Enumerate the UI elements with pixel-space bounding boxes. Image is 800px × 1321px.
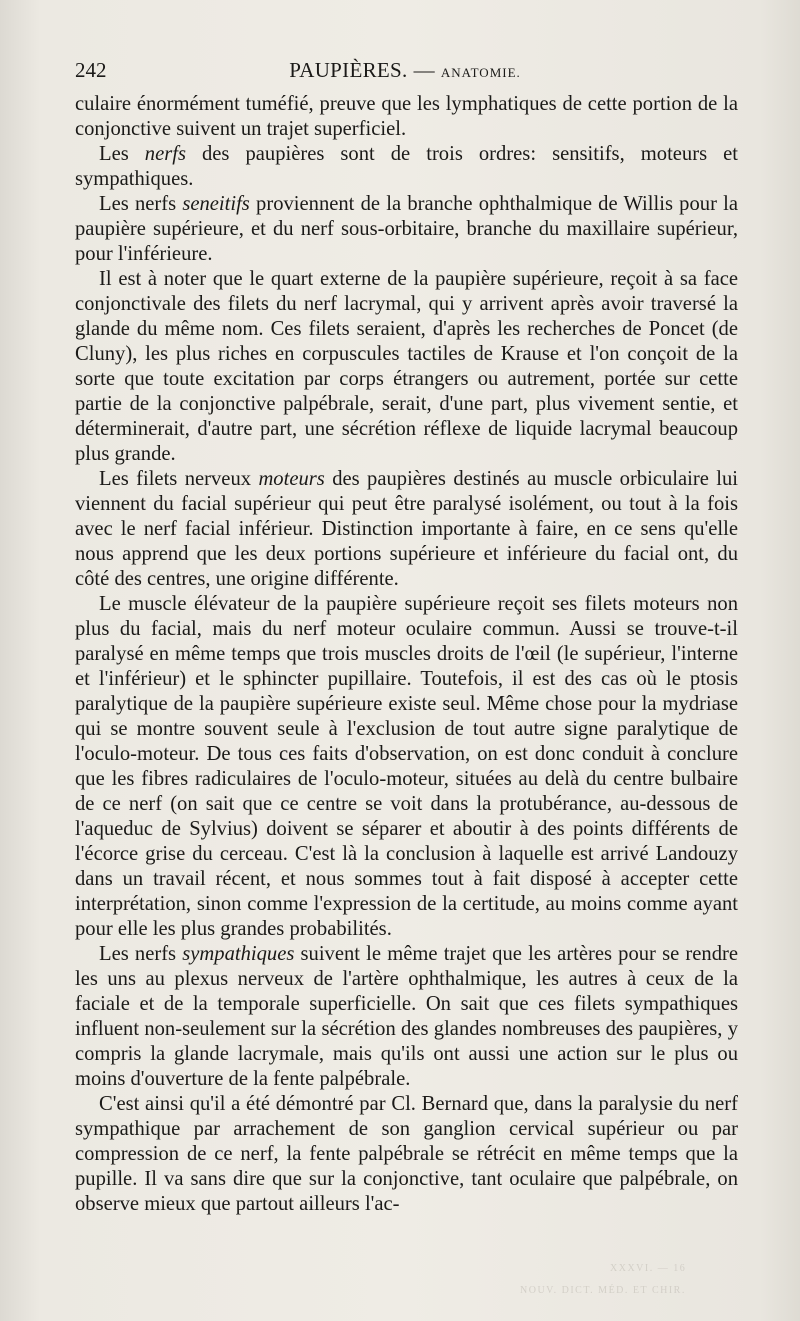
page-header [75,58,735,88]
text-run: Les nerfs [99,943,183,965]
text-run: Le muscle élévateur de la paupière supérieure reçoit ses filets moteurs non plus du facial, mais du nerf moteur oculaire commun. Aussi se trouve-t-il paralysé en même temps que trois muscles droits de l'œil (le supérieur, l'interne et l'inférieur) et le sphincter pupillaire. Toutefois, il est des cas où le ptosis paralytique de la paupière supérieure existe seul. Même chose pour la mydriase qui se montre souvent seule à l'exclusion de tout autre signe paralytique de l'oculo-moteur. De tous ces faits d'observation, on est donc conduit à conclure que les fibres radiculaires de l'oculo-moteur, situées au delà du centre bulbaire de ce nerf (on sait que ce centre se voit dans la protubérance, au-dessous de l'aqueduc de Sylvius) doivent se séparer et aboutir à des points différents de l'écorce grise du cerceau. C'est là la conclusion à laquelle est arrivé Landouzy dans un travail récent, et nous sommes tout à fait disposé à accepter cette interprétation, sinon comme l'expression de la certitude, au moins comme ayant pour elle les plus grandes probabilités. [75,593,738,940]
paragraph [75,467,738,592]
italic-term: nerfs [144,143,186,165]
bleed-through-footer [520,1263,740,1303]
text-run: suivent le même trajet que les artères pour se rendre les uns au plexus nerveux de l'artère ophthalmique, les autres à ceux de la faciale et de la temporale superficielle. On sait que ces filets sympathiques influent non-seulement sur la sécrétion des glandes nombreuses des paupières, y compris la glande lacrymale, mais qu'ils ont aussi une action sur le plus ou moins d'ouverture de la fente palpébrale. [75,943,739,1090]
running-title [75,58,735,83]
italic-term: seneitifs [182,193,250,215]
page-body-text [75,92,738,1217]
printer-imprint: NOUV. DICT. MÉD. ET CHIR. [520,1285,686,1296]
paragraph [75,942,738,1092]
text-run: Les filets nerveux [99,468,259,490]
text-run: des paupières destinés au muscle orbiculaire lui viennent du facial supérieur qui peut être paralysé isolément, ou tout à la fois avec le nerf facial inférieur. Distinction importante à faire, en ce sens qu'elle nous apprend que les deux portions supérieure et inférieure du facial ont, du côté des centres, une origine différente. [75,468,738,590]
running-title-main: PAUPIÈRES. [289,58,408,82]
running-title-section: ANATOMIE. [440,65,521,80]
paragraph [75,592,738,942]
text-run: proviennent de la branche ophthalmique de Willis pour la paupière supérieure, et du nerf sous-orbitaire, branche du maxillaire supérieur, pour l'inférieure. [75,193,738,265]
paragraph [75,142,738,192]
text-run: Il est à noter que le quart externe de la paupière supérieure, reçoit à sa face conjonctivale des filets du nerf lacrymal, qui y arrivent après avoir traversé la glande du même nom. Ces filets seraient, d'après les recherches de Poncet (de Cluny), les plus riches en corpuscules tactiles de Krause et l'on conçoit de la sorte que toute excitation par corps étrangers ou autrement, portée sur cette partie de la conjonctive palpébrale, serait, d'une part, plus vivement sentie, et déterminerait, d'autre part, une sécrétion réflexe de liquide lacrymal beaucoup plus grande. [75,268,738,465]
paragraph [75,267,738,467]
paragraph [75,92,738,142]
text-run: Les [99,143,145,165]
running-title-dash: — [413,58,435,82]
text-run: Les nerfs [99,193,183,215]
signature-mark: XXXVI. — 16 [610,1263,687,1274]
italic-term: sympathiques [182,943,295,965]
paragraph [75,192,738,267]
italic-term: moteurs [258,468,325,490]
page-number: 242 [75,58,107,82]
text-run: C'est ainsi qu'il a été démontré par Cl. Bernard que, dans la paralysie du nerf sympathique par arrachement de son ganglion cervical supérieur ou par compression de ce nerf, la fente palpébrale se rétrécit en même temps que la pupille. Il va sans dire que sur la conjonctive, tant oculaire que palpébrale, on observe mieux que partout ailleurs l'ac- [75,1093,738,1215]
text-run: culaire énormément tuméfié, preuve que les lymphatiques de cette portion de la conjonctive suivent un trajet superficiel. [75,93,738,140]
paragraph [75,1092,738,1217]
text-run: des paupières sont de trois ordres: sensitifs, moteurs et sympathiques. [75,143,738,190]
